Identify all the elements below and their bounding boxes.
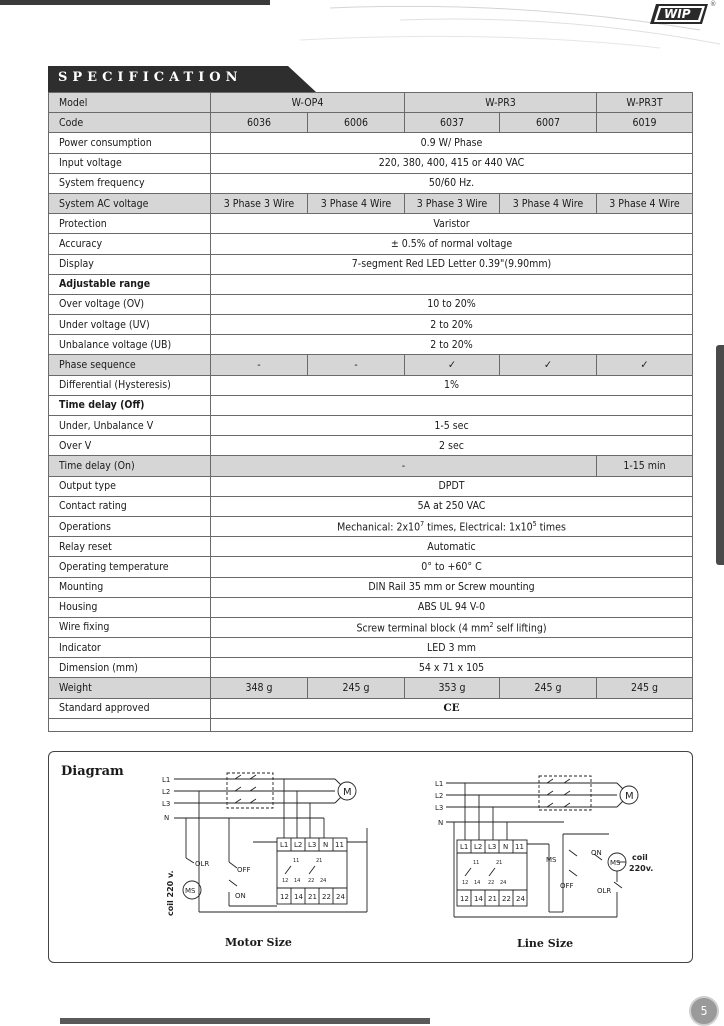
row-under (49, 416, 693, 436)
relay-label: 12 (282, 878, 289, 884)
row-label: Under, Unbalance V (49, 416, 211, 436)
wire-text-2: self lifting) (493, 622, 547, 635)
label-l3: L3 (162, 800, 171, 808)
row-value (211, 516, 693, 536)
terminal-top: N (323, 841, 329, 849)
row-value (211, 617, 693, 637)
row-label: Indicator (49, 638, 211, 658)
ops-text-2: times, Electrical: 1x10 (424, 521, 533, 534)
terminal-top: L1 (460, 843, 469, 851)
row-uv (49, 315, 693, 335)
row-output (49, 476, 693, 496)
row-protection (49, 214, 693, 234)
row-indicator (49, 638, 693, 658)
row-label: Relay reset (49, 537, 211, 557)
code-cell: 6007 (500, 113, 597, 133)
row-value: 220, 380, 400, 415 or 440 VAC (211, 153, 693, 173)
row-label: Accuracy (49, 234, 211, 254)
ops-exp-1: 7 (420, 519, 425, 528)
row-value: 2 to 20% (211, 335, 693, 355)
terminal-top: L2 (294, 841, 303, 849)
terminal-bottom: 22 (502, 895, 511, 903)
row-label: Dimension (mm) (49, 658, 211, 678)
terminal-bottom: 24 (336, 893, 345, 901)
row-value: DIN Rail 35 mm or Screw mounting (211, 577, 693, 597)
label-olr: OLR (597, 887, 612, 895)
row-value: 2 sec (211, 436, 693, 456)
wire-exp: 2 (489, 620, 494, 629)
row-value-empty (211, 395, 693, 415)
terminal-top: N (503, 843, 509, 851)
line-size-caption: Line Size (517, 937, 574, 950)
row-value: 1-5 sec (211, 416, 693, 436)
relay-label: 21 (316, 858, 323, 864)
row-label: Phase sequence (49, 355, 211, 375)
header-swoosh (0, 0, 724, 60)
label-coil-voltage: 220v. (629, 864, 654, 873)
diagram-title: Diagram (61, 764, 124, 779)
label-ms: MS (546, 856, 557, 864)
terminal-bottom: 14 (294, 893, 303, 901)
brand-logo (650, 2, 710, 26)
page-number: 5 (689, 996, 719, 1026)
label-n: N (438, 819, 444, 827)
terminal-top: 11 (335, 841, 344, 849)
row-model (49, 93, 693, 113)
relay-label: 22 (488, 880, 495, 886)
row-dimension (49, 658, 693, 678)
row-label: Differential (Hysteresis) (49, 375, 211, 395)
row-value: 7-segment Red LED Letter 0.39"(9.90mm) (211, 254, 693, 274)
label-ms: MS (185, 887, 196, 895)
row-operations (49, 516, 693, 536)
row-relay (49, 537, 693, 557)
registered-mark: ® (710, 0, 717, 8)
section-title: SPECIFICATION (58, 70, 243, 85)
wire-text-1: Screw terminal block (4 mm (356, 622, 490, 635)
row-input (49, 153, 693, 173)
row-label: Time delay (On) (49, 456, 211, 476)
row-value: 5A at 250 VAC (211, 496, 693, 516)
terminal-top: L3 (308, 841, 317, 849)
row-standard (49, 698, 693, 718)
label-n: N (164, 814, 170, 822)
code-cell: 6037 (405, 113, 500, 133)
row-value: LED 3 mm (211, 638, 693, 658)
side-tab (716, 345, 724, 565)
row-label: Adjustable range (49, 274, 211, 294)
row-overv (49, 436, 693, 456)
row-label: Code (49, 113, 211, 133)
row-weight (49, 678, 693, 698)
row-value-empty (211, 274, 693, 294)
relay-label: 24 (320, 878, 327, 884)
row-diff (49, 375, 693, 395)
weight-cell: 245 g (308, 678, 405, 698)
row-value: 1% (211, 375, 693, 395)
terminal-bottom: 21 (488, 895, 497, 903)
label-on: ON (235, 892, 246, 900)
label-off: OFF (237, 866, 251, 874)
label-off: OFF (560, 882, 574, 890)
check-icon: ✓ (500, 355, 597, 375)
weight-cell: 245 g (500, 678, 597, 698)
relay-label: 21 (496, 860, 503, 866)
sysac-cell: 3 Phase 4 Wire (597, 193, 693, 213)
terminal-top: L1 (280, 841, 289, 849)
row-label: Input voltage (49, 153, 211, 173)
row-label: Time delay (Off) (49, 395, 211, 415)
relay-label: 11 (293, 858, 300, 864)
row-ov (49, 294, 693, 314)
terminal-bottom: 22 (322, 893, 331, 901)
motor-icon: M (343, 787, 352, 798)
diagram-panel (48, 751, 693, 963)
motor-size-labels (162, 776, 352, 916)
terminal-bottom: 12 (280, 893, 289, 901)
row-label: System frequency (49, 173, 211, 193)
weight-cell: 353 g (405, 678, 500, 698)
row-value: - (211, 456, 597, 476)
row-value: 2 to 20% (211, 315, 693, 335)
row-label: Weight (49, 678, 211, 698)
terminal-bottom: 24 (516, 895, 525, 903)
row-label: Operating temperature (49, 557, 211, 577)
relay-label: 14 (474, 880, 481, 886)
wiring-diagrams (49, 752, 692, 962)
code-cell: 6036 (211, 113, 308, 133)
row-code (49, 113, 693, 133)
row-mounting (49, 577, 693, 597)
row-label: Wire fixing (49, 617, 211, 637)
sysac-cell: 3 Phase 3 Wire (211, 193, 308, 213)
row-adjustable (49, 274, 693, 294)
row-value: 10 to 20% (211, 294, 693, 314)
row-label: Model (49, 93, 211, 113)
row-label: Housing (49, 597, 211, 617)
relay-label: 22 (308, 878, 315, 884)
row-value: ± 0.5% of normal voltage (211, 234, 693, 254)
relay-label: 24 (500, 880, 507, 886)
row-tdon (49, 456, 693, 476)
row-label: Output type (49, 476, 211, 496)
label-l2: L2 (162, 788, 171, 796)
label-olr: OLR (195, 860, 210, 868)
row-sysac (49, 193, 693, 213)
label-l2: L2 (435, 792, 444, 800)
relay-label: 11 (473, 860, 480, 866)
row-blank (49, 718, 693, 731)
label-l1: L1 (435, 780, 444, 788)
row-value: ABS UL 94 V-0 (211, 597, 693, 617)
row-housing (49, 597, 693, 617)
motor-size-caption: Motor Size (225, 936, 292, 949)
logo-text: WIP (664, 7, 691, 21)
weight-cell: 245 g (597, 678, 693, 698)
model-w-pr3: W-PR3 (405, 93, 597, 113)
row-contact (49, 496, 693, 516)
phase-cell: - (308, 355, 405, 375)
row-wire (49, 617, 693, 637)
row-label-empty (49, 718, 211, 731)
motor-icon: M (625, 791, 634, 802)
row-label: Over voltage (OV) (49, 294, 211, 314)
row-tdoff (49, 395, 693, 415)
ce-mark-icon: CE (211, 698, 693, 718)
row-label: Contact rating (49, 496, 211, 516)
row-label: Protection (49, 214, 211, 234)
ops-exp-2: 5 (532, 519, 537, 528)
row-label: System AC voltage (49, 193, 211, 213)
row-optemp (49, 557, 693, 577)
row-label: Display (49, 254, 211, 274)
row-ub (49, 335, 693, 355)
code-cell: 6006 (308, 113, 405, 133)
specification-table (48, 92, 693, 732)
row-label: Standard approved (49, 698, 211, 718)
terminal-bottom: 21 (308, 893, 317, 901)
label-on: ON (591, 849, 602, 857)
terminal-top: 11 (515, 843, 524, 851)
row-phase (49, 355, 693, 375)
terminal-top: L3 (488, 843, 497, 851)
check-icon: ✓ (405, 355, 500, 375)
relay-label: 12 (462, 880, 469, 886)
ops-text-1: Mechanical: 2x10 (337, 521, 421, 534)
weight-cell: 348 g (211, 678, 308, 698)
relay-label: 14 (294, 878, 301, 884)
row-power (49, 133, 693, 153)
sysac-cell: 3 Phase 4 Wire (308, 193, 405, 213)
phase-cell: - (211, 355, 308, 375)
row-label: Unbalance voltage (UB) (49, 335, 211, 355)
sysac-cell: 3 Phase 3 Wire (405, 193, 500, 213)
model-w-op4: W-OP4 (211, 93, 405, 113)
terminal-top: L2 (474, 843, 483, 851)
row-accuracy (49, 234, 693, 254)
label-l3: L3 (435, 804, 444, 812)
code-cell: 6019 (597, 113, 693, 133)
model-w-pr3t: W-PR3T (597, 93, 693, 113)
section-header (48, 66, 318, 92)
row-label: Under voltage (UV) (49, 315, 211, 335)
row-value: 50/60 Hz. (211, 173, 693, 193)
row-value: 54 x 71 x 105 (211, 658, 693, 678)
sysac-cell: 3 Phase 4 Wire (500, 193, 597, 213)
check-icon: ✓ (597, 355, 693, 375)
ops-text-3: times (536, 521, 566, 534)
row-label: Over V (49, 436, 211, 456)
row-value: 0.9 W/ Phase (211, 133, 693, 153)
row-value-empty (211, 718, 693, 731)
label-coil: coil 220 v. (166, 870, 175, 916)
row-freq (49, 173, 693, 193)
label-coil: coil (632, 853, 648, 862)
row-value: Automatic (211, 537, 693, 557)
bottom-decor-bar (60, 1018, 430, 1024)
row-label: Power consumption (49, 133, 211, 153)
row-display (49, 254, 693, 274)
terminal-bottom: 12 (460, 895, 469, 903)
label-l1: L1 (162, 776, 171, 784)
row-value: Varistor (211, 214, 693, 234)
terminal-bottom: 14 (474, 895, 483, 903)
row-value: 0° to +60° C (211, 557, 693, 577)
row-value: DPDT (211, 476, 693, 496)
row-label: Operations (49, 516, 211, 536)
label-ms-coil: MS (610, 859, 621, 867)
row-value-pr3t: 1-15 min (597, 456, 693, 476)
row-label: Mounting (49, 577, 211, 597)
